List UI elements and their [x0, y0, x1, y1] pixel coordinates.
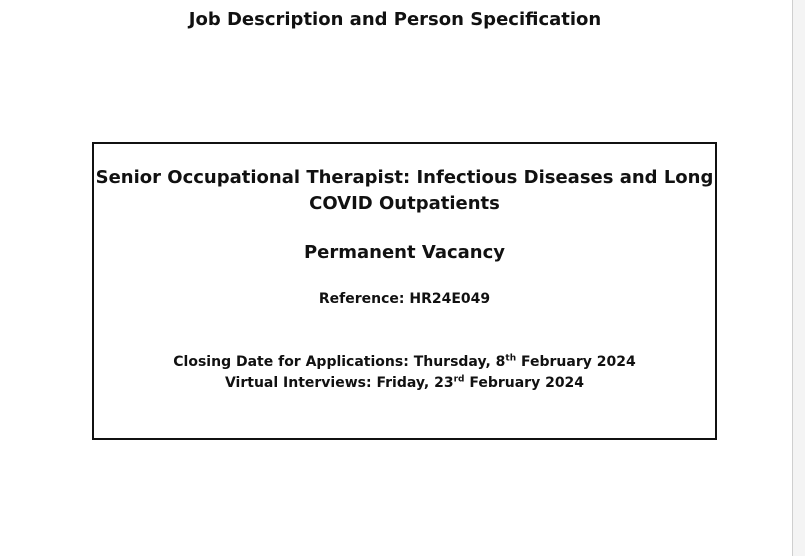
closing-date-month: February 2024	[516, 354, 636, 370]
interview-date-month: February 2024	[464, 375, 585, 391]
interview-date	[94, 373, 715, 394]
interview-date-text: Virtual Interviews: Friday, 23	[224, 375, 454, 391]
job-title: Senior Occupational Therapist: Infectious Diseases and Long COVID Outpatients	[95, 167, 714, 214]
reference-number: Reference: HR24E049	[318, 291, 491, 307]
interview-date-ordinal: rd	[453, 374, 465, 385]
vacancy-info-box	[92, 142, 717, 440]
key-dates	[94, 352, 715, 394]
scroll-gutter[interactable]	[793, 0, 805, 556]
closing-date-ordinal: th	[505, 353, 517, 364]
closing-date-text: Closing Date for Applications: Thursday, 8	[173, 354, 506, 370]
vacancy-type: Permanent Vacancy	[303, 242, 505, 263]
closing-date	[94, 352, 715, 373]
document-heading: Job Description and Person Specification	[188, 9, 602, 30]
